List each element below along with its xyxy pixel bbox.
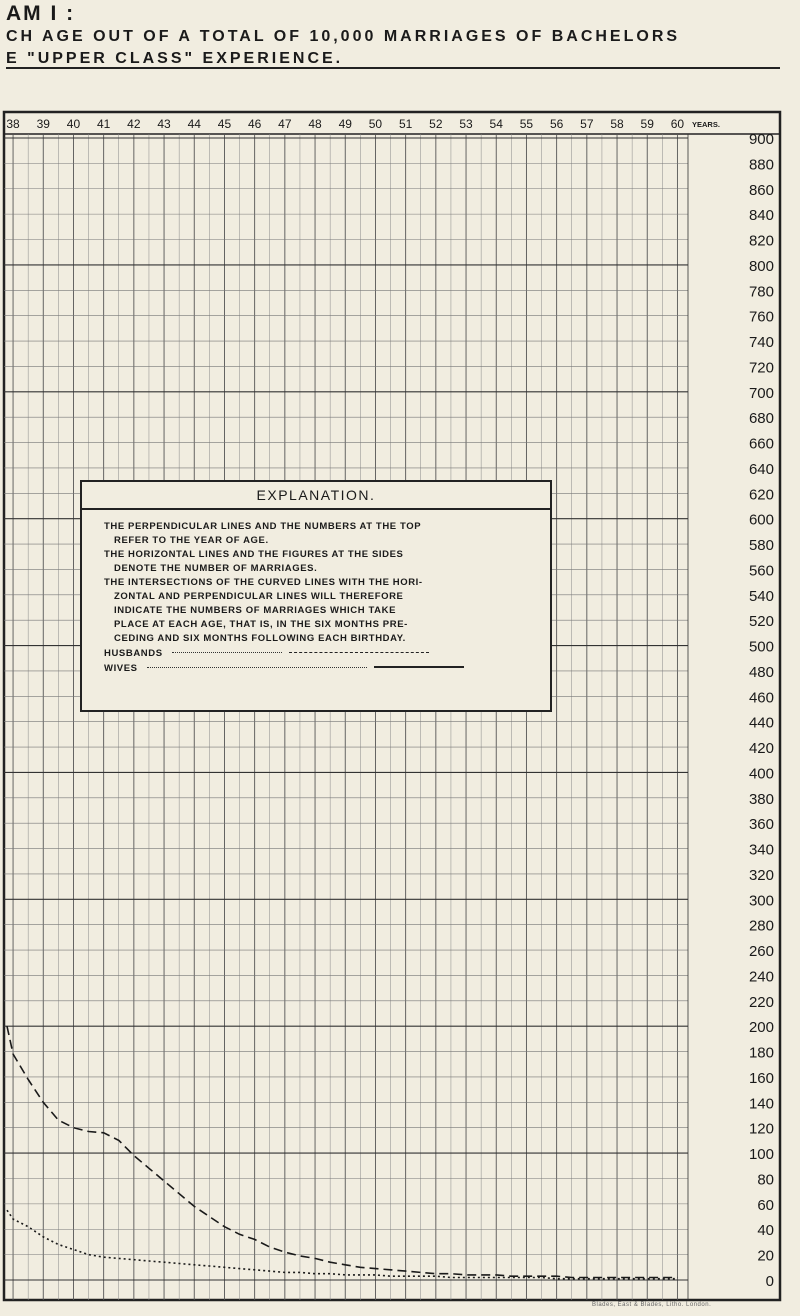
value-tick-label: 140 [748, 1095, 774, 1113]
explanation-line: INDICATE THE NUMBERS OF MARRIAGES WHICH TAKE [114, 605, 397, 616]
age-tick-label: 49 [338, 117, 352, 131]
explanation-title: EXPLANATION. [82, 482, 550, 510]
value-tick-label: 280 [748, 917, 774, 935]
value-tick-label: 500 [748, 638, 774, 656]
value-tick-label: 660 [748, 435, 774, 453]
value-tick-label: 240 [748, 968, 774, 986]
explanation-line: ZONTAL AND PERPENDICULAR LINES WILL THEREFORE [114, 591, 404, 602]
x-axis-unit-label: YEARS. [692, 120, 720, 129]
value-tick-label: 440 [748, 714, 774, 732]
value-tick-label: 840 [748, 207, 774, 225]
explanation-line: DENOTE THE NUMBER OF MARRIAGES. [114, 563, 318, 574]
age-tick-label: 59 [640, 117, 654, 131]
age-tick-label: 56 [549, 117, 564, 131]
value-tick-label: 400 [748, 765, 774, 783]
value-tick-label: 820 [748, 232, 774, 250]
value-tick-label: 880 [748, 156, 774, 174]
age-tick-label: 46 [247, 117, 262, 131]
value-tick-label: 460 [748, 689, 774, 707]
age-tick-label: 58 [610, 117, 624, 131]
age-tick-label: 57 [580, 117, 594, 131]
value-tick-label: 860 [748, 181, 774, 199]
value-tick-label: 900 [748, 131, 774, 148]
legend-husbands-label: HUSBANDS [104, 648, 163, 659]
age-tick-label: 53 [459, 117, 473, 131]
explanation-box [80, 480, 552, 712]
age-tick-label: 47 [278, 117, 292, 131]
value-tick-label: 520 [748, 613, 774, 631]
value-tick-label: 700 [748, 384, 774, 402]
age-tick-label: 41 [96, 117, 111, 131]
age-tick-label: 43 [157, 117, 171, 131]
value-tick-label: 800 [748, 257, 774, 275]
value-tick-label: 720 [748, 359, 774, 377]
value-tick-label: 0 [765, 1273, 774, 1290]
value-tick-label: 480 [748, 663, 774, 681]
value-tick-label: 320 [748, 866, 774, 884]
value-tick-label: 340 [748, 841, 774, 859]
value-tick-label: 200 [748, 1019, 774, 1037]
series-line-husbands [7, 1210, 677, 1279]
value-tick-label: 160 [748, 1069, 774, 1087]
age-tick-label: 39 [36, 117, 50, 131]
value-tick-label: 80 [757, 1171, 774, 1189]
value-tick-label: 640 [748, 460, 774, 478]
legend-wives [104, 662, 534, 676]
printer-credit: Blades, East & Blades, Litho. London. [592, 1302, 712, 1308]
explanation-line: THE INTERSECTIONS OF THE CURVED LINES WITH THE HORI- [104, 577, 423, 588]
age-tick-label: 51 [398, 117, 413, 131]
explanation-line: CEDING AND SIX MONTHS FOLLOWING EACH BIRTHDAY. [114, 633, 406, 644]
legend-dashed-swatch [289, 652, 429, 653]
age-tick-label: 54 [489, 117, 503, 131]
value-tick-label: 740 [748, 334, 774, 352]
value-tick-label: 760 [748, 308, 774, 326]
value-tick-label: 20 [757, 1247, 774, 1265]
value-tick-label: 120 [748, 1120, 774, 1138]
age-tick-label: 48 [308, 117, 322, 131]
header-line-3: E "UPPER CLASS" EXPERIENCE. [6, 50, 344, 67]
header-line-1: AM I : [6, 2, 76, 25]
value-tick-label: 560 [748, 562, 774, 580]
legend-dotted-swatch [147, 667, 367, 668]
legend-husbands [104, 647, 534, 661]
age-tick-label: 45 [217, 117, 232, 131]
legend-dotted-swatch [172, 652, 282, 653]
age-tick-label: 40 [66, 117, 81, 131]
value-tick-label: 300 [748, 892, 774, 910]
value-tick-label: 60 [757, 1196, 774, 1214]
value-tick-label: 620 [748, 486, 774, 504]
age-tick-label: 52 [429, 117, 443, 131]
explanation-line: PLACE AT EACH AGE, THAT IS, IN THE SIX MONTHS PRE- [114, 619, 408, 630]
value-tick-label: 260 [748, 943, 774, 961]
age-tick-label: 50 [368, 117, 383, 131]
value-tick-label: 180 [748, 1044, 774, 1062]
value-tick-label: 360 [748, 816, 774, 834]
value-tick-label: 100 [748, 1146, 774, 1164]
explanation-line: REFER TO THE YEAR OF AGE. [114, 535, 269, 546]
age-tick-label: 38 [6, 117, 20, 131]
explanation-line: THE PERPENDICULAR LINES AND THE NUMBERS AT THE TOP [104, 521, 422, 532]
header-line-2: CH AGE OUT OF A TOTAL OF 10,000 MARRIAGES OF BACHELORS [6, 28, 681, 45]
age-tick-label: 44 [187, 117, 201, 131]
value-tick-label: 780 [748, 283, 774, 301]
value-tick-label: 540 [748, 587, 774, 605]
value-tick-label: 580 [748, 537, 774, 555]
value-tick-label: 680 [748, 410, 774, 428]
age-tick-label: 42 [127, 117, 141, 131]
age-tick-label: 55 [519, 117, 534, 131]
value-tick-label: 380 [748, 790, 774, 808]
series-line-wives [7, 1026, 677, 1277]
legend-wives-label: WIVES [104, 663, 138, 674]
legend-solid-swatch [374, 666, 464, 668]
explanation-line: THE HORIZONTAL LINES AND THE FIGURES AT THE SIDES [104, 549, 404, 560]
value-tick-label: 40 [757, 1222, 774, 1240]
value-tick-label: 220 [748, 993, 774, 1011]
value-tick-label: 600 [748, 511, 774, 529]
age-tick-label: 60 [670, 117, 685, 131]
value-tick-label: 420 [748, 740, 774, 758]
